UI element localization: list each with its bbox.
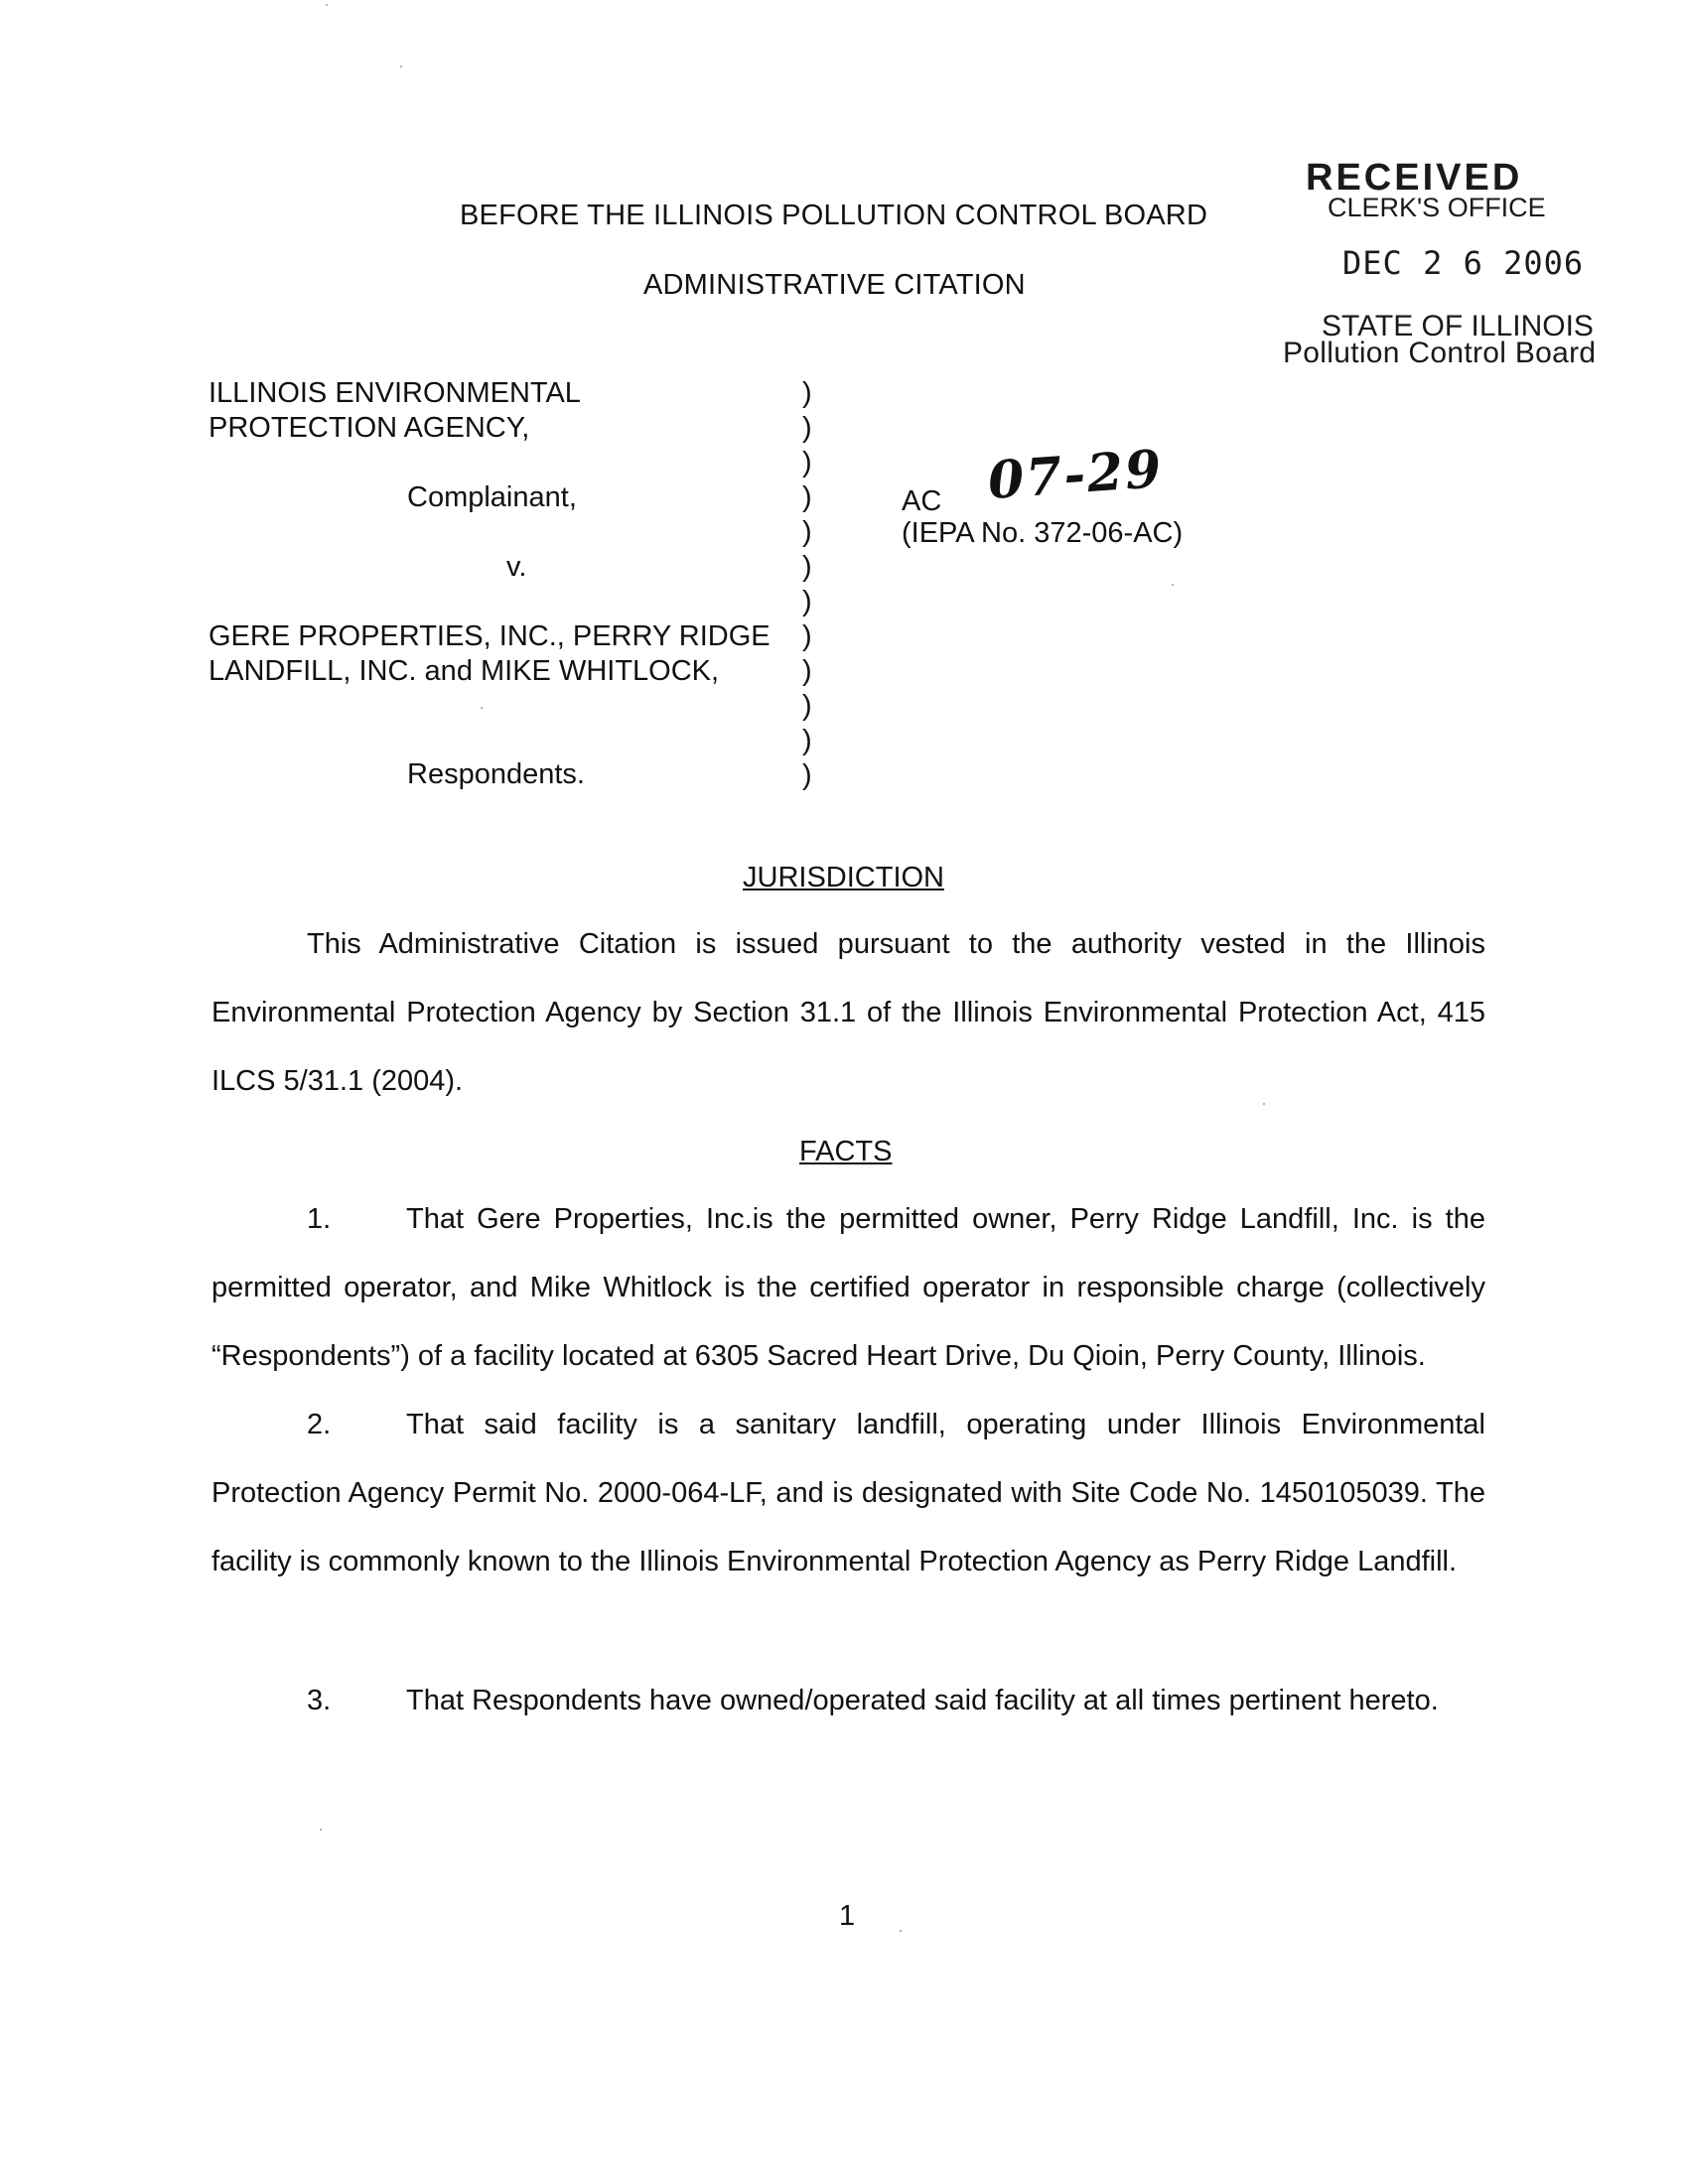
scan-speck	[326, 4, 328, 6]
fact-text: That Respondents have owned/operated said facility at all times pertinent hereto.	[406, 1685, 1439, 1716]
board-heading: BEFORE THE ILLINOIS POLLUTION CONTROL BOARD	[460, 200, 1208, 231]
scan-speck	[1172, 584, 1174, 586]
scan-speck	[900, 1930, 902, 1932]
stamp-clerks-office: CLERK'S OFFICE	[1328, 193, 1546, 222]
caption-brackets	[802, 376, 812, 793]
bracket: )	[802, 690, 812, 722]
bracket: )	[802, 759, 812, 791]
bracket: )	[802, 586, 812, 617]
stamp-date: DEC 2 6 2006	[1342, 244, 1585, 282]
bracket: )	[802, 655, 812, 687]
page-number: 1	[839, 1900, 856, 1932]
fact-number: 2.	[307, 1409, 332, 1440]
bracket: )	[802, 447, 812, 478]
fact-2	[211, 1391, 1485, 1596]
jurisdiction-heading: JURISDICTION	[743, 862, 944, 893]
scan-speck	[400, 66, 402, 68]
complainant-name-line2: PROTECTION AGENCY,	[209, 412, 530, 444]
fact-3	[211, 1667, 1485, 1735]
jurisdiction-text: This Administrative Citation is issued pursuant to the authority vested in the Illinois Environmental Protection Agency by Section 31.1 of the Illinois Environmental Protection Act, 415 ILCS 5/31.1 (2004).	[211, 928, 1485, 1097]
scan-speck	[1263, 1103, 1265, 1105]
bracket: )	[802, 481, 812, 513]
stamp-state: STATE OF ILLINOIS	[1322, 310, 1594, 342]
respondent-name-line1: GERE PROPERTIES, INC., PERRY RIDGE	[209, 620, 771, 652]
stamp-received: RECEIVED	[1306, 157, 1523, 199]
respondent-role: Respondents.	[407, 758, 585, 790]
citation-heading: ADMINISTRATIVE CITATION	[643, 269, 1026, 301]
iepa-number: (IEPA No. 372-06-AC)	[902, 517, 1184, 549]
bracket: )	[802, 551, 812, 583]
stamp-board: Pollution Control Board	[1283, 337, 1597, 369]
facts-heading: FACTS	[799, 1136, 893, 1167]
fact-text: That Gere Properties, Inc.is the permitted owner, Perry Ridge Landfill, Inc. is the permitted operator, and Mike Whitlock is the certified operator in responsible charge (collectively “Respondents”) of a facility located at 6305 Sacred Heart Drive, Du Qioin, Perry County, Illinois.	[211, 1203, 1485, 1372]
case-prefix: AC	[902, 485, 942, 517]
bracket: )	[802, 377, 812, 409]
bracket: )	[802, 412, 812, 444]
bracket: )	[802, 725, 812, 756]
fact-number: 1.	[307, 1203, 332, 1235]
fact-1	[211, 1185, 1485, 1391]
jurisdiction-paragraph	[211, 910, 1485, 1116]
respondent-name-line2: LANDFILL, INC. and MIKE WHITLOCK,	[209, 655, 720, 687]
fact-number: 3.	[307, 1685, 332, 1716]
complainant-name-line1: ILLINOIS ENVIRONMENTAL	[209, 377, 581, 409]
bracket: )	[802, 516, 812, 548]
scan-speck	[481, 707, 483, 709]
versus: v.	[506, 551, 527, 583]
complainant-role: Complainant,	[407, 481, 577, 513]
handwritten-case-number: 07-29	[986, 438, 1166, 512]
scan-speck	[320, 1829, 322, 1831]
fact-text: That said facility is a sanitary landfill, operating under Illinois Environmental Protection Agency Permit No. 2000-064-LF, and is designated with Site Code No. 1450105039. The facility is commonly known to the Illinois Environmental Protection Agency as Perry Ridge Landfill.	[211, 1409, 1485, 1577]
bracket: )	[802, 620, 812, 652]
